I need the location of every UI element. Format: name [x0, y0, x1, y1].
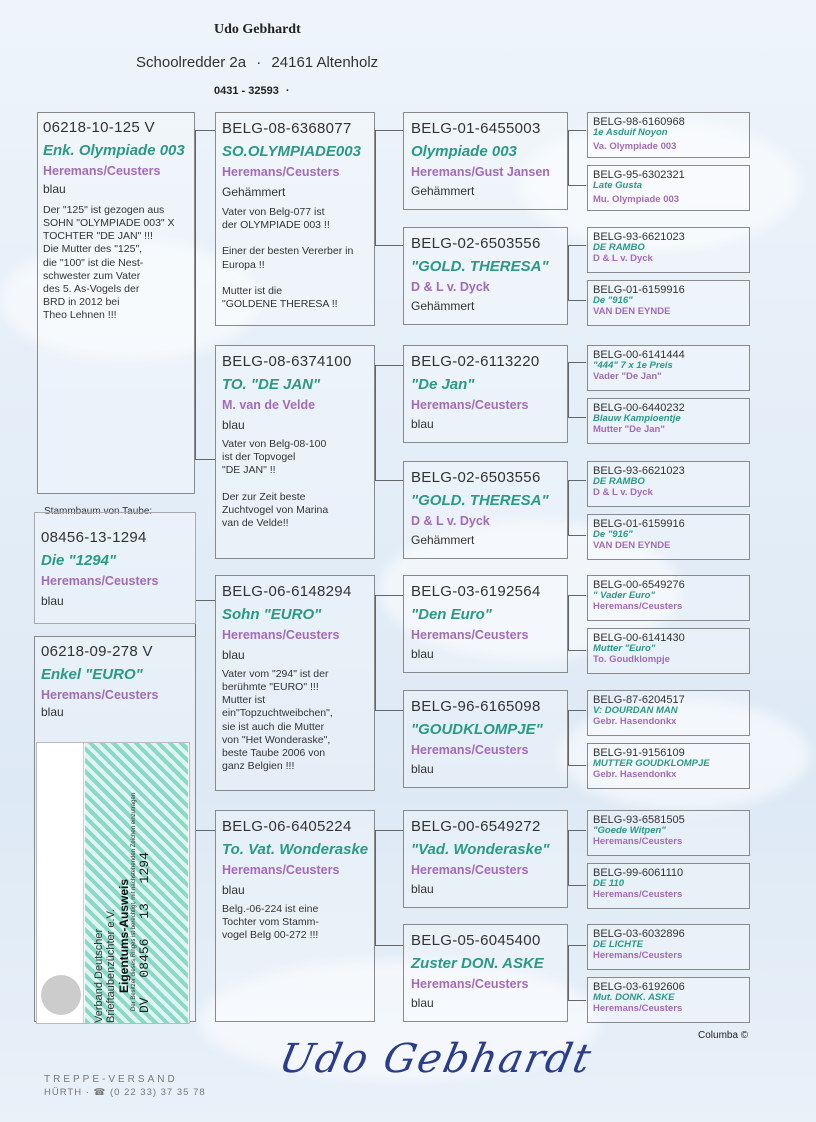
- gg-8-breeder: VAN DEN EYNDE: [593, 539, 671, 551]
- card-club: 08456: [137, 938, 152, 978]
- grandparent-1-ring: BELG-01-6455003: [411, 120, 541, 137]
- grandparent-5-breeder: Heremans/Ceusters: [411, 628, 529, 642]
- great-grandparent-14: [587, 863, 750, 909]
- grandparent-7: [403, 810, 568, 908]
- grandparent-4-name: "GOLD. THERESA": [411, 492, 549, 509]
- breeder-phone: [214, 85, 290, 97]
- grandparent-8-breeder: Heremans/Ceusters: [411, 977, 529, 991]
- grandparent-6-name: "GOUDKLOMPJE": [411, 721, 543, 738]
- gg-7-breeder: D & L v. Dyck: [593, 486, 653, 498]
- parent-1-ring: BELG-08-6368077: [222, 120, 352, 137]
- grandparent-7-ring: BELG-00-6549272: [411, 818, 541, 835]
- great-grandparent-15: [587, 924, 750, 970]
- grandparent-1-name: Olympiade 003: [411, 143, 517, 160]
- gg-6-breeder: Mutter "De Jan": [593, 423, 665, 435]
- grandparent-6: [403, 690, 568, 788]
- ownership-card: [36, 742, 190, 1024]
- grandparent-6-breeder: Heremans/Ceusters: [411, 743, 529, 757]
- sibling-2-color: blau: [41, 705, 64, 719]
- grandparent-8: [403, 924, 568, 1022]
- parent-3-remark: Vater vom "294" ist der berühmte "EURO" !!! Mutter ist ein"Topzuchtweibchen", sie ist auch die Mutter von "Het Wonderaske", beste Taube 2006 von ganz Belgien !!!: [222, 668, 333, 772]
- parent-pigeon-4: [215, 810, 375, 1022]
- parent-1-breeder: Heremans/Ceusters: [222, 165, 340, 179]
- grandparent-3-name: "De Jan": [411, 376, 475, 393]
- pigeon-logo-icon: [41, 975, 81, 1015]
- gg-5-ring: BELG-00-6141444: [593, 349, 685, 361]
- parent-4-name: To. Vat. Wonderaske: [222, 841, 368, 858]
- gg-10-ring: BELG-00-6141430: [593, 632, 685, 644]
- great-grandparent-13: [587, 810, 750, 856]
- gg-15-ring: BELG-03-6032896: [593, 928, 685, 940]
- card-title: Eigentums-Ausweis: [117, 878, 131, 993]
- grandparent-7-breeder: Heremans/Ceusters: [411, 863, 529, 877]
- grandparent-1-breeder: Heremans/Gust Jansen: [411, 165, 550, 179]
- stammbaum-label: Stammbaum von Taube:: [44, 506, 153, 517]
- parent-2-ring: BELG-08-6374100: [222, 353, 352, 370]
- sibling-1-ring: 08456-13-1294: [41, 529, 147, 546]
- great-grandparent-4: [587, 280, 750, 326]
- gg-12-breeder: Gebr. Hasendonkx: [593, 768, 677, 780]
- parent-3-breeder: Heremans/Ceusters: [222, 628, 340, 642]
- great-grandparent-9: [587, 575, 750, 621]
- subject-breeder: Heremans/Ceusters: [43, 164, 161, 178]
- gg-2-ring: BELG-95-6302321: [593, 169, 685, 181]
- grandparent-3-ring: BELG-02-6113220: [411, 353, 540, 370]
- gg-14-breeder: Heremans/Ceusters: [593, 888, 683, 900]
- grandparent-2: [403, 227, 568, 325]
- great-grandparent-8: [587, 514, 750, 560]
- gg-11-breeder: Gebr. Hasendonkx: [593, 715, 677, 727]
- great-grandparent-5: [587, 345, 750, 391]
- subject-color: blau: [43, 182, 66, 196]
- parent-4-remark: Belg.-06-224 ist eine Tochter vom Stamm- vogel Belg 00-272 !!!: [222, 903, 319, 942]
- gg-5-name: "444" 7 x 1e Preis: [593, 360, 673, 372]
- grandparent-1-color: Gehämmert: [411, 184, 475, 198]
- grandparent-2-breeder: D & L v. Dyck: [411, 280, 490, 294]
- gg-4-ring: BELG-01-6159916: [593, 284, 685, 296]
- breeder-address: [136, 54, 378, 71]
- grandparent-5-ring: BELG-03-6192564: [411, 583, 541, 600]
- printer-company: TREPPE-VERSAND: [44, 1074, 178, 1085]
- great-grandparent-16: [587, 977, 750, 1023]
- parent-1-color: Gehämmert: [222, 185, 286, 199]
- gg-13-name: "Goede Witpen": [593, 825, 666, 837]
- subject-ring: 06218-10-125 V: [43, 119, 155, 136]
- gg-12-ring: BELG-91-9156109: [593, 747, 685, 759]
- gg-1-breeder: Va. Olympiade 003: [593, 140, 677, 152]
- grandparent-8-name: Zuster DON. ASKE: [411, 955, 544, 972]
- grandparent-5-color: blau: [411, 647, 434, 661]
- parent-3-ring: BELG-06-6148294: [222, 583, 352, 600]
- gg-16-breeder: Heremans/Ceusters: [593, 1002, 683, 1014]
- grandparent-3: [403, 345, 568, 443]
- gg-6-ring: BELG-00-6440232: [593, 402, 685, 414]
- grandparent-7-color: blau: [411, 882, 434, 896]
- city: 24161 Altenholz: [271, 54, 379, 71]
- card-small-text: Der Besitzer dieses Ringes ist berechtigt, mit nachstehenden Zeichen einzutragen: [131, 792, 137, 1011]
- parent-pigeon-2: [215, 345, 375, 559]
- grandparent-4: [403, 461, 568, 559]
- grandparent-6-ring: BELG-96-6165098: [411, 698, 541, 715]
- gg-11-name: V: DOURDAN MAN: [593, 705, 678, 717]
- grandparent-8-ring: BELG-05-6045400: [411, 932, 541, 949]
- gg-1-ring: BELG-98-6160968: [593, 116, 685, 128]
- columba-copyright: Columba ©: [698, 1030, 749, 1041]
- grandparent-6-color: blau: [411, 762, 434, 776]
- grandparent-4-breeder: D & L v. Dyck: [411, 514, 490, 528]
- sibling-2-breeder: Heremans/Ceusters: [41, 688, 159, 702]
- gg-4-name: De "916": [593, 295, 633, 307]
- great-grandparent-11: [587, 690, 750, 736]
- grandparent-5-name: "Den Euro": [411, 606, 492, 623]
- subject-remark: Der "125" ist gezogen aus SOHN "OLYMPIADE 003" X TOCHTER "DE JAN" !!! Die Mutter des "125", die "100" ist die Nest- schwester zum Vater des 5. As-Vogels der BRD in 2012 bei Theo Lehnen !!!: [43, 204, 175, 321]
- great-grandparent-7: [587, 461, 750, 507]
- subject-name: Enk. Olympiade 003: [43, 142, 185, 159]
- signature: Udo Gebhardt: [275, 1036, 597, 1082]
- gg-16-name: Mut. DONK. ASKE: [593, 992, 675, 1004]
- gg-11-ring: BELG-87-6204517: [593, 694, 685, 706]
- gg-15-breeder: Heremans/Ceusters: [593, 949, 683, 961]
- parent-3-color: blau: [222, 648, 245, 662]
- gg-8-name: De "916": [593, 529, 633, 541]
- street: Schoolredder 2a: [136, 54, 247, 71]
- gg-14-name: DE 110: [593, 878, 624, 890]
- great-grandparent-2: [587, 165, 750, 211]
- grandparent-3-breeder: Heremans/Ceusters: [411, 398, 529, 412]
- card-org-line1: Verband Deutscher: [93, 928, 105, 1023]
- gg-2-breeder: Mu. Olympiade 003: [593, 193, 680, 205]
- gg-12-name: MUTTER GOUDKLOMPJE: [593, 758, 710, 770]
- gg-8-ring: BELG-01-6159916: [593, 518, 685, 530]
- gg-1-name: 1e Asduif Noyon: [593, 127, 668, 139]
- grandparent-1: [403, 112, 568, 210]
- gg-7-ring: BELG-93-6621023: [593, 465, 685, 477]
- gg-14-ring: BELG-99-6061110: [593, 867, 684, 879]
- gg-3-breeder: D & L v. Dyck: [593, 252, 653, 264]
- grandparent-4-ring: BELG-02-6503556: [411, 469, 541, 486]
- gg-13-breeder: Heremans/Ceusters: [593, 835, 683, 847]
- sibling-pigeon-1: [34, 512, 196, 624]
- printer-address: HÜRTH · ☎ (0 22 33) 37 35 78: [44, 1087, 206, 1098]
- parent-4-breeder: Heremans/Ceusters: [222, 863, 340, 877]
- grandparent-7-name: "Vad. Wonderaske": [411, 841, 550, 858]
- grandparent-2-color: Gehämmert: [411, 299, 475, 313]
- parent-3-name: Sohn "EURO": [222, 606, 322, 623]
- separator: ·: [256, 54, 262, 71]
- grandparent-2-name: "GOLD. THERESA": [411, 258, 549, 275]
- gg-9-ring: BELG-00-6549276: [593, 579, 685, 591]
- card-number: 1294: [137, 852, 152, 884]
- sibling-2-ring: 06218-09-278 V: [41, 643, 153, 660]
- gg-3-name: DE RAMBO: [593, 242, 645, 254]
- gg-9-breeder: Heremans/Ceusters: [593, 600, 683, 612]
- card-prefix: DV: [137, 997, 152, 1013]
- parent-4-color: blau: [222, 883, 245, 897]
- gg-15-name: DE LICHTE: [593, 939, 644, 951]
- card-org-line2: Brieftaubenzüchter e.V.: [105, 909, 117, 1023]
- parent-2-breeder: M. van de Velde: [222, 398, 316, 412]
- grandparent-3-color: blau: [411, 417, 434, 431]
- sibling-1-breeder: Heremans/Ceusters: [41, 574, 159, 588]
- parent-1-name: SO.OLYMPIADE003: [222, 143, 361, 160]
- great-grandparent-12: [587, 743, 750, 789]
- gg-5-breeder: Vader "De Jan": [593, 370, 662, 382]
- gg-3-ring: BELG-93-6621023: [593, 231, 685, 243]
- gg-2-name: Late Gusta: [593, 180, 643, 192]
- gg-16-ring: BELG-03-6192606: [593, 981, 685, 993]
- great-grandparent-1: [587, 112, 750, 158]
- gg-7-name: DE RAMBO: [593, 476, 645, 488]
- card-year: 13: [137, 903, 152, 919]
- sibling-1-name: Die "1294": [41, 552, 117, 569]
- parent-1-remark: Vater von Belg-077 ist der OLYMPIADE 003 !! Einer der besten Vererber in Europa !! Mutter ist die "GOLDENE THERESA !!: [222, 206, 354, 310]
- parent-2-name: TO. "DE JAN": [222, 376, 321, 393]
- phone-number: 0431 - 32593: [214, 85, 279, 97]
- gg-10-breeder: To. Goudklompje: [593, 653, 670, 665]
- gg-6-name: Blauw Kampioentje: [593, 413, 681, 425]
- great-grandparent-10: [587, 628, 750, 674]
- phone-separator: ·: [285, 85, 290, 97]
- grandparent-8-color: blau: [411, 996, 434, 1010]
- parent-2-color: blau: [222, 418, 245, 432]
- gg-9-name: " Vader Euro": [593, 590, 655, 602]
- parent-2-remark: Vater von Belg-08-100 ist der Topvogel "DE JAN" !! Der zur Zeit beste Zuchtvogel von Marina van de Velde!!: [222, 438, 329, 529]
- parent-pigeon-3: [215, 575, 375, 791]
- grandparent-5: [403, 575, 568, 673]
- great-grandparent-3: [587, 227, 750, 273]
- gg-13-ring: BELG-93-6581505: [593, 814, 685, 826]
- breeder-name: Udo Gebhardt: [214, 22, 301, 37]
- sibling-2-name: Enkel "EURO": [41, 666, 143, 683]
- great-grandparent-6: [587, 398, 750, 444]
- subject-pigeon: [37, 112, 195, 494]
- gg-10-name: Mutter "Euro": [593, 643, 656, 655]
- grandparent-4-color: Gehämmert: [411, 533, 475, 547]
- parent-4-ring: BELG-06-6405224: [222, 818, 352, 835]
- grandparent-2-ring: BELG-02-6503556: [411, 235, 541, 252]
- gg-4-breeder: VAN DEN EYNDE: [593, 305, 671, 317]
- parent-pigeon-1: [215, 112, 375, 326]
- sibling-1-color: blau: [41, 594, 64, 608]
